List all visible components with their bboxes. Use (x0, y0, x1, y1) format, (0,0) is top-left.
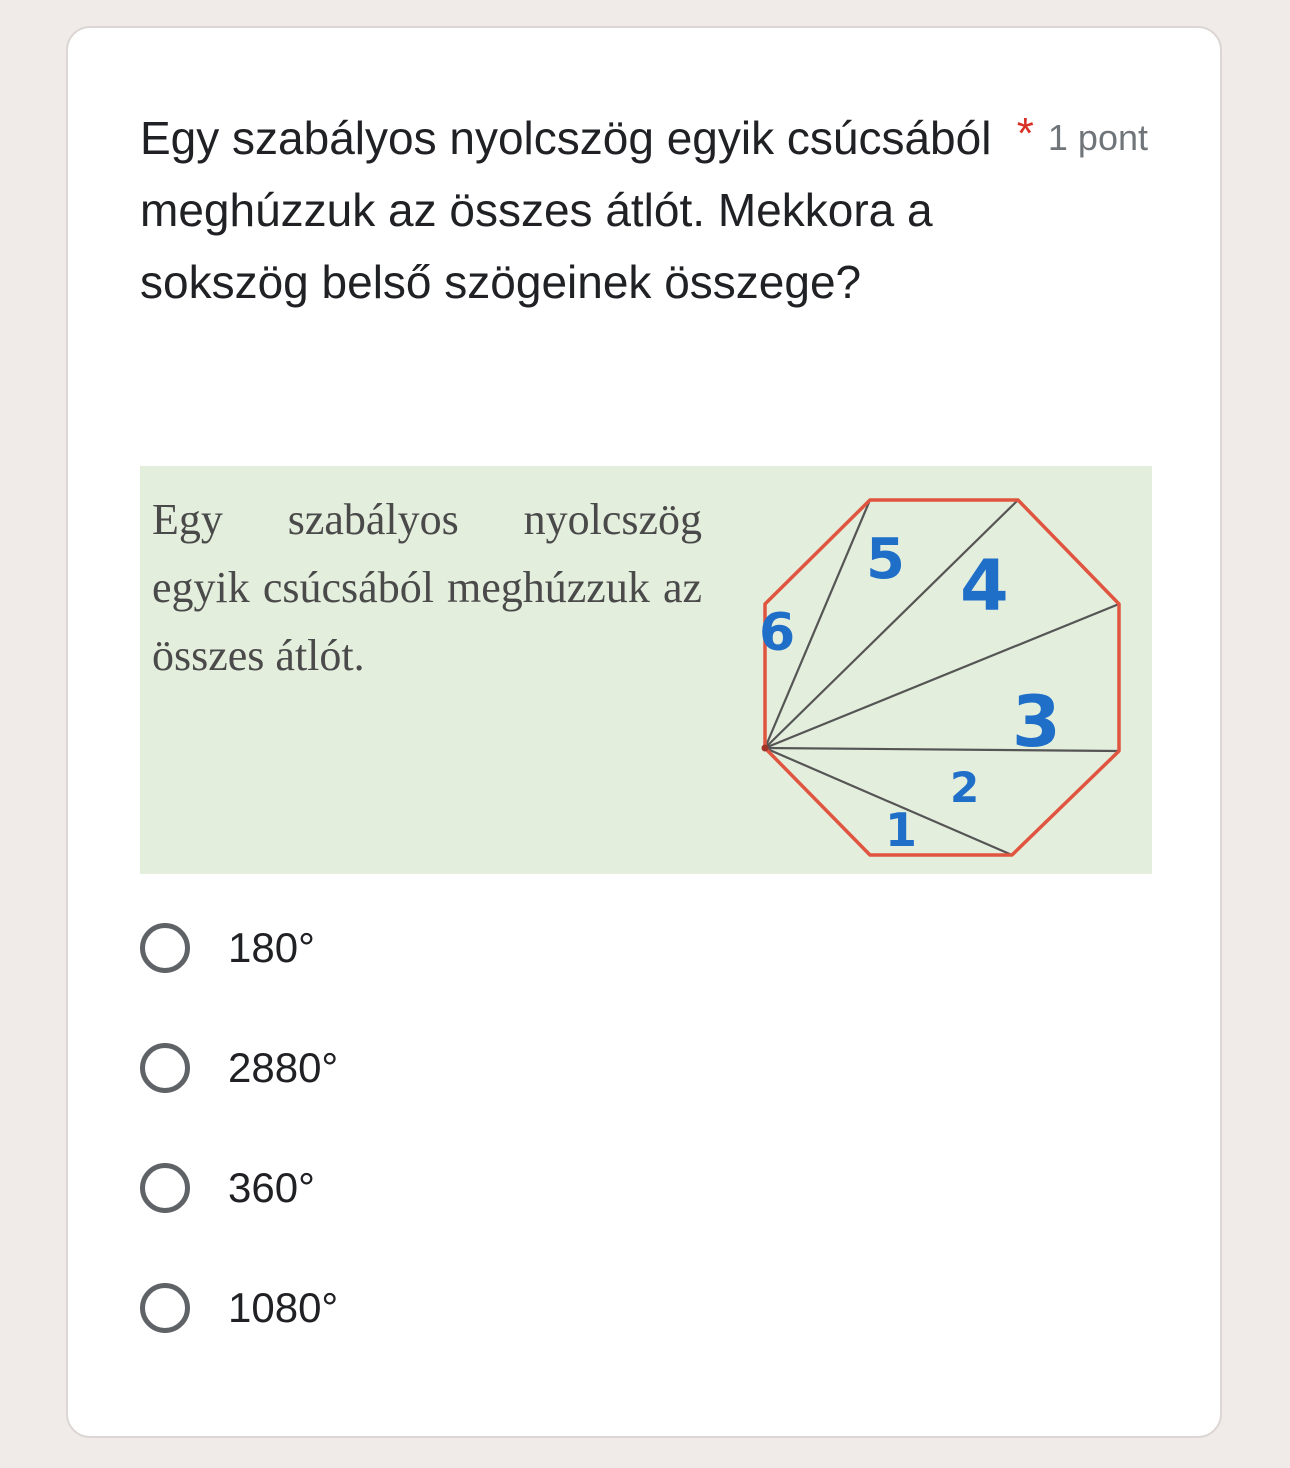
points-label: 1 pont (1047, 117, 1148, 158)
vertex-dot (762, 745, 769, 752)
triangle-number-1: 1 (885, 803, 918, 857)
diagonal-3 (765, 604, 1119, 748)
option-label: 2880° (228, 1044, 339, 1091)
diagonal-4 (765, 748, 1119, 751)
option-label: 360° (228, 1164, 315, 1211)
triangle-number-5: 5 (866, 527, 905, 592)
option-2880[interactable] (140, 1038, 1040, 1098)
question-image (140, 466, 1152, 874)
triangle-numbers (759, 527, 1061, 857)
question-text: Egy szabályos nyolcszög egyik csúcsából meghúzzuk az összes átlót. Mekkora a sokszög belső szögeinek összege? (140, 112, 992, 308)
image-caption-text: Egy szabályos nyolcszög egyik csúcsából meghúzzuk az összes átlót. (152, 495, 702, 680)
question-meta (1016, 109, 1148, 164)
option-180[interactable] (140, 918, 1040, 978)
triangle-number-4: 4 (960, 545, 1009, 627)
triangle-number-6: 6 (759, 603, 796, 663)
radio-button[interactable] (140, 1043, 190, 1093)
required-marker: * (1016, 109, 1034, 158)
octagon (765, 500, 1119, 855)
octagon-diagram (140, 466, 1152, 874)
radio-button[interactable] (140, 1283, 190, 1333)
radio-button[interactable] (140, 923, 190, 973)
question-card (66, 26, 1222, 1438)
triangle-number-3: 3 (1012, 681, 1061, 763)
radio-button[interactable] (140, 1163, 190, 1213)
option-label: 1080° (228, 1284, 339, 1331)
triangle-number-2: 2 (950, 763, 980, 812)
option-label: 180° (228, 924, 315, 971)
answer-options (140, 918, 1040, 1398)
option-360[interactable] (140, 1158, 1040, 1218)
option-1080[interactable] (140, 1278, 1040, 1338)
